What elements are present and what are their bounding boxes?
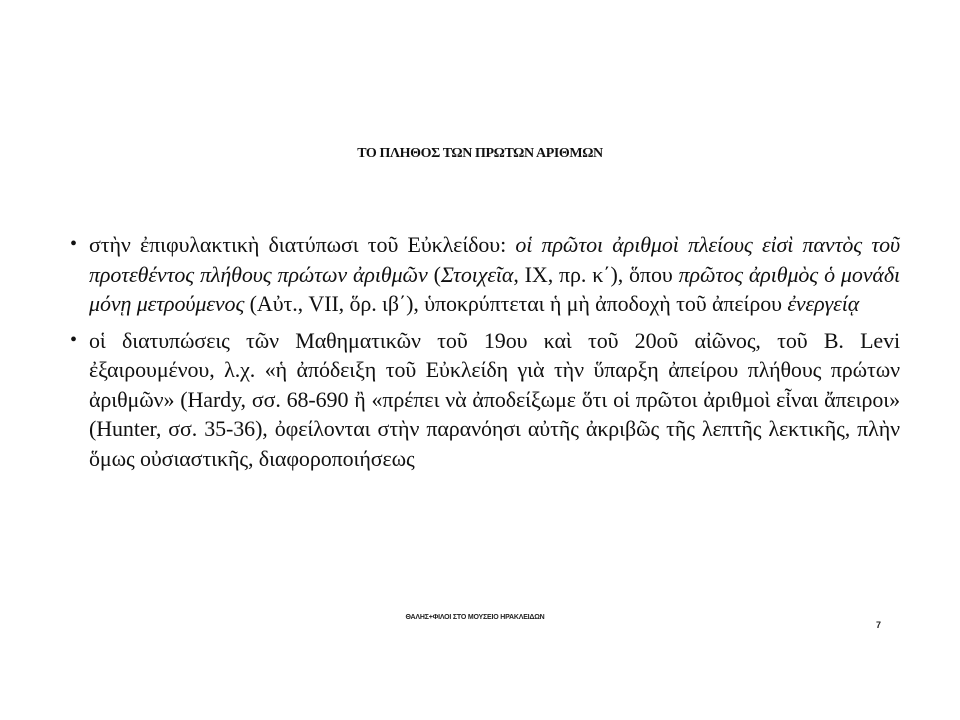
slide-title: ΤΟ ΠΛΗΘΟΣ ΤΩΝ ΠΡΩΤΩΝ ΑΡΙΘΜΩΝ <box>357 146 603 161</box>
text-segment-italic: οἱ πρῶτοι ἀριθμοὶ πλείους εἰσὶ παντὸς τοῦ προτεθέντος πλήθους πρώτων ἀριθμῶν <box>89 232 900 287</box>
slide-footer: ΘΑΛΗΣ+ΦΙΛΟΙ ΣΤΟ ΜΟΥΣΕΙΟ ΗΡΑΚΛΕΙΔΩΝ <box>405 614 545 621</box>
bullet-text <box>89 232 900 316</box>
bullet-item <box>70 230 900 319</box>
bullet-dot-icon: • <box>70 233 77 255</box>
text-segment: , IX, πρ. κ΄), ὅπου <box>513 261 679 287</box>
page-number: 7 <box>876 620 882 630</box>
text-segment: ( <box>427 261 441 287</box>
bullet-list <box>70 230 900 480</box>
bullet-text <box>89 328 900 471</box>
text-segment-italic: Στοιχεῖα <box>440 261 514 287</box>
text-segment: οἱ διατυπώσεις τῶν Μαθηματικῶν τοῦ 19ου καὶ τοῦ 20οῦ αἰῶνος, τοῦ B. Levi ἐξαιρουμένου, λ.χ. «ἡ ἀπόδειξη τοῦ Εὐκλείδη γιὰ τὴν ὕπαρξη ἀπείρου πλήθους πρώτων ἀριθμῶν» (Hardy, σσ. 68-690 ἢ «πρέπει νὰ ἀποδείξωμε ὅτι οἱ πρῶτοι ἀριθμοὶ εἶναι ἄπειροι» (Hunter, σσ. 35-36), ὀφείλονται στὴν παρανόησι αὐτῆς ἀκριβῶς τῆς λεπτῆς λεκτικῆς, πλὴν ὅμως οὐσιαστικῆς, διαφοροποιήσεως <box>89 327 900 471</box>
text-segment: στὴν ἐπιφυλακτικὴ διατύπωσι τοῦ Εὐκλείδου: <box>89 232 516 257</box>
text-segment-italic: πρῶτος ἀριθμὸς ὁ μονάδι μόνῃ μετρούμενος <box>89 261 900 316</box>
bullet-dot-icon: • <box>70 328 77 351</box>
text-segment-italic: ἐνεργείᾳ <box>787 291 860 316</box>
text-segment: (Αὐτ., VII, ὅρ. ιβ΄), ὑποκρύπτεται ἡ μὴ ἀποδοχὴ τοῦ ἀπείρου <box>244 291 788 316</box>
bullet-item <box>70 326 900 474</box>
